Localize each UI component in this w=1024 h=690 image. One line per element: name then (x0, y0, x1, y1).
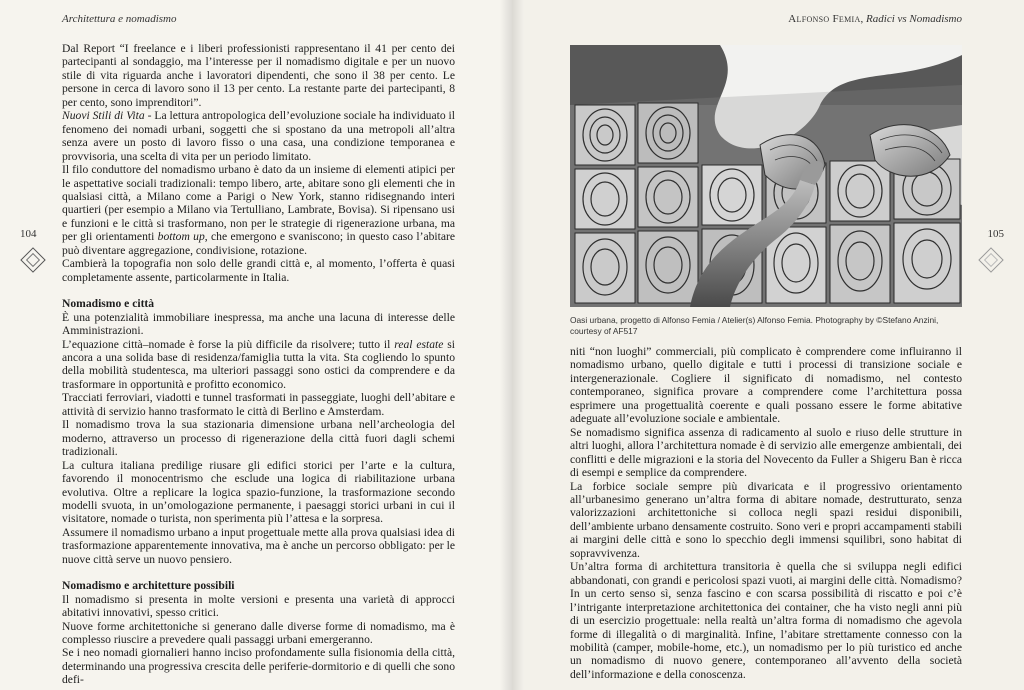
paragraph: Dal Report “I freelance e i liberi professionisti rappresentano il 41 per cento dei partecipanti al sondaggio, ma l’interesse per il nomadismo digitale e per un nuovo stile di vita riguarda anche i lavoratori dipendenti, che sono il 38 per cento. Le persone in cerca di lavoro sono il 13 per cento. La restante parte dei partecipanti, 8 per cento, sono imprenditori”. (62, 42, 455, 109)
paragraph: Il nomadismo trova la sua stazionaria dimensione urbana nell’archeologia del moderno, attraverso un processo di rigenerazione della città fuori dagli schemi tradizionali. (62, 418, 455, 459)
paragraph: Un’altra forma di architettura transitoria è quella che si sviluppa negli edifici abbandonati, con grandi e pericolosi spazi vuoti, ai margini delle città. Nomadismo? In un certo senso sì, senza fascino e con scarsa possibilità di riscatto e poi c’è l’intrigante interpretazione architettonica dei container, che ha visto negli anni più di un esercizio progettuale: nella realtà un’altra forma di nomadismo che agevola forme di illegalità o di marginalità. Infine, l’abitare strettamente connesso con la mobilità (camper, mobile-home, etc.), un nomadismo per lo più turistico ed anche un nomadismo di nuovo genere, contemporaneo all’avvento della società dell’informazione e della conoscenza. (570, 560, 962, 681)
paragraph-text: L’equazione città–nomade è forse la più difficile da risolvere; tutto il (62, 337, 395, 351)
section-heading: Nomadismo e architetture possibili (62, 579, 235, 593)
paragraph-text: , che emergono e svaniscono; in questo caso l’abitare può diventare aggregazione, condivisione, rotazione. (62, 230, 455, 257)
emphasis: real estate (394, 337, 444, 351)
paragraph: Se nomadismo significa assenza di radicamento al suolo e riuso delle strutture in altri luoghi, allora l’architettura nomade è di servizio alle emergenze ambientali, dei conflitti e delle migrazioni e la storia del Novecento da Fuller a Shigeru Ban è ricca di esempi e semplice da comprendere. (570, 425, 962, 480)
paragraph-text: si ancora a una solida base di residenza/famiglia tutta la vita. Sta cogliendo lo spunto della mobilità studentesca, ma ulteriori passaggi sono ostici da comprendere e da trasformare in opportunità e profitto economico. (62, 337, 456, 391)
section-heading: Nomadismo e città (62, 297, 155, 311)
spacer (62, 566, 455, 579)
project-photograph (570, 45, 962, 307)
page-number-left: 104 (20, 228, 37, 240)
running-head-title: Radici vs Nomadismo (866, 13, 962, 25)
paragraph-lead: Nuovi Stili di Vita (62, 109, 145, 123)
paragraph: La cultura italiana predilige riusare gli edifici storici per l’arte e la cultura, favorendo il monocentrismo che esclude una logica di riabilitazione urbana evolutiva. Oltre a replicare la logica spazio-funzione, la trasformazione secondo modelli svuota, in un’omologazione permanente, i paesaggi storici urbani in cui il visitatore, nomade o turista, non sperimenta più l’attesa e la sorpresa. (62, 458, 455, 526)
paragraph: La forbice sociale sempre più divaricata e il progressivo orientamento all’urbanesimo generano un’altra forma di abitare nomade, destrutturato, senza valorizzazioni architettoniche si colloca negli spazi residui disponibili, dell’ambiente urbano densamente costruito. Sono veri e propri accampamenti stabili ai margini delle città e sono lo specchio degli immensi squilibri, sono habitat di sopravvivenza. (570, 479, 962, 560)
photograph-illustration (570, 45, 962, 307)
right-text-column (570, 345, 962, 681)
emphasis: bottom up (157, 230, 205, 244)
paragraph: Se i neo nomadi giornalieri hanno inciso profondamente sulla fisionomia della città, determinando una progressiva crescita delle periferie-dormitorio e di quelli che sono defi- (62, 646, 455, 687)
paragraph-text: Il filo conduttore del nomadismo urbano è dato da un insieme di elementi atipici per le aspettative sociali tradizionali: tempo libero, arte, abitare sono gli elementi che in qualsiasi città, a Milano come a Parigi o New York, stanno ridisegnando interi quartieri (per esempio a Milano via Tertulliano, Lambrate, Bovisa). Si ripensano usi e funzioni e le città si trasformano, non per le strategie di rigenerazione urbana, ma per gli orientamenti (62, 163, 455, 244)
paragraph (62, 163, 455, 257)
paragraph: Cambierà la topografia non solo delle grandi città e, al momento, l’offerta è quasi completamente assente, particolarmente in Italia. (62, 257, 455, 284)
running-head-right (788, 13, 962, 25)
book-gutter (500, 0, 524, 690)
paragraph: È una potenzialità immobiliare inespressa, ma anche una lacuna di interesse delle Amministrazioni. (62, 310, 455, 338)
left-text-column (62, 42, 455, 687)
paragraph: Tracciati ferroviari, viadotti e tunnel trasformati in passeggiate, luoghi dell’abitare e attività di servizio hanno trasformato le città di Berlino e Amsterdam. (62, 391, 455, 418)
paragraph: Il nomadismo si presenta in molte versioni e presenta una varietà di approcci abitativi innovativi, spesso critici. (62, 592, 455, 620)
running-head-author: Alfonso Femia (788, 13, 861, 25)
paragraph (62, 338, 455, 392)
running-head-left: Architettura e nomadismo (62, 13, 177, 25)
paragraph-text: - La lettura antropologica dell’evoluzione sociale ha individuato il fenomeno dei nomadi urbani, soggetti che si spostano da una metropoli all’altra senza avere un posto di lavoro fisso o una casa, una condizione temporanea e provvisoria, una scelta di vita per un periodo limitato. (62, 109, 455, 163)
spacer (62, 284, 455, 297)
paragraph: Assumere il nomadismo urbano a input progettuale mette alla prova qualsiasi idea di trasformazione apparentemente innovativa, ma è anche un percorso obbligato: per le nuove città serve un nuovo pensiero. (62, 525, 455, 566)
paragraph (62, 109, 455, 163)
page-number-right: 105 (987, 228, 1004, 240)
paragraph: Nuove forme architettoniche si generano dalle diverse forme di nomadismo, ma è complesso riuscire a prevedere quali passaggi urbani emergeranno. (62, 619, 455, 647)
photo-caption: Oasi urbana, progetto di Alfonso Femia / Atelier(s) Alfonso Femia. Photography by ©Stefano Anzini, courtesy of AF517 (570, 315, 939, 336)
running-head-separator: , (860, 13, 867, 25)
paragraph: niti “non luoghi” commerciali, più complicato è comprendere come influiranno il nomadismo urbano, quello digitale e tutti i processi di transizione sociale e intergenerazionale. Cogliere il significato di nomadismo, nel contesto contemporaneo, significa provare a comprendere come l’architettura possa esprimere una progettualità coerente e quali possano essere le forme abitative adeguate all’evoluzione sociale e ambientale. (570, 345, 962, 426)
